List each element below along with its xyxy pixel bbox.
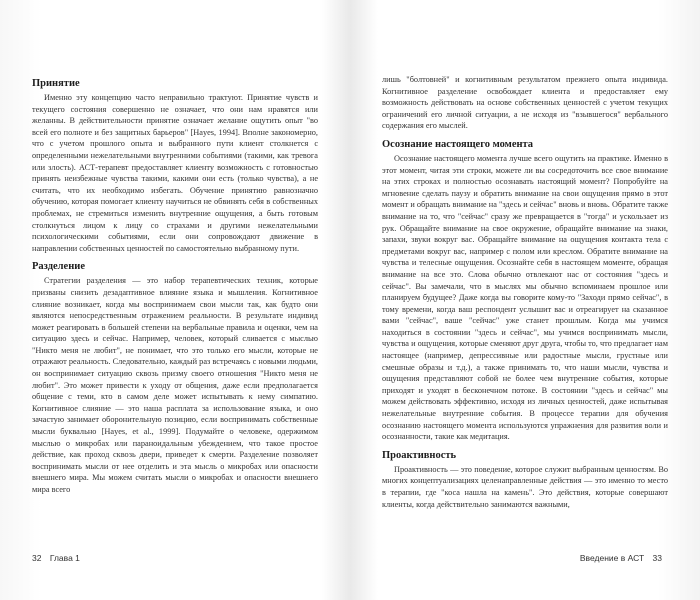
right-column xyxy=(382,74,668,510)
book-running-title: Введение в АСТ xyxy=(579,553,645,563)
chapter-running-title: Глава 1 xyxy=(49,553,80,563)
section-heading-present-moment: Осознание настоящего момента xyxy=(382,138,534,150)
page-number-right: 33 xyxy=(652,553,662,563)
page-number-left: 32 xyxy=(32,553,42,563)
paragraph-proactivity: Проактивность — это поведение, которое служит выбранным ценностям. Во многих концептуализациях целенаправленные действия — это именно то место в терапии, где "коса нашла на камень". Это действия, которые совершают клиенты, когда действительно занимаются важными, xyxy=(382,464,668,509)
right-footer xyxy=(580,553,668,563)
paragraph-defusion: Стратегии разделения — это набор терапевтических техник, которые призваны снизить дезадаптивное влияние языка и мышления. Когнитивное слияние возникает, когда мы воспринимаем свои мысли так, как будто они являются непосредственным отражением реальности. В результате индивид может реагировать в большей степени на вербальные правила и оценки, чем на ситуацию здесь и сейчас. Например, человек, который сливается с мыслью "Никто меня не любит", не понимает, что это только его мысли, которые не отражают реальность. Следовательно, каждый раз встречаясь с новыми людьми, он воспринимает ситуацию сквозь призму своего отношения "Никто меня не любит". Это может привести к уходу от общения, даже если предполагается общение с теми, кто в самом деле может испытывать к нему симпатию. Когнитивное слияние — это наша расплата за использование языка, и оно зачастую занимает оборонительную позицию, если воспринимать собственные мысли буквально [Hayes, et al., 1999]. Подумайте о человеке, одержимом мыслью о микробах или параноидальным убеждением, что такое простое действие, как проход сквозь двери, приведет к смерти. Разделение позволяет воспринимать мысли от нее отделить и эта мысль о микробах или опасности внешнего мира. Мы можем считать мысли о микробах и опасности внешнего мира всего xyxy=(32,276,318,494)
section-heading-defusion: Разделение xyxy=(32,261,85,273)
paragraph-acceptance: Именно эту концепцию часто неправильно трактуют. Принятие чувств и текущего состояния совершенно не означает, что они нам нравятся или желанны. В действительности принятие означает желание ощутить опыт "во всей его полноте и без защитных барьеров" [Hayes, 1994]. Вполне закономерно, что с учетом прошлого опыта и выбранного пути клиент столкнется с определенными нежелательными внутренними событиями (такими, как тревога или злость). АСТ-терапевт предоставляет клиенту возможность с готовностью принять неизбежные чувства такими, какими они есть (только чувства), а не считать, что их необходимо избегать. Обучение принятию равнозначно обучению, которая помогает клиенту научиться не обвинять себя в собственных проблемах, не стремиться изменить внутренние ощущения, а быть готовым столкнуться лицом к лицу со страхами и другими нежелательными психологическими событиями, если они сопровождают движение в направлении собственных ценностей по самостоятельно выбранному пути. xyxy=(32,93,318,253)
left-footer xyxy=(32,553,86,563)
right-page xyxy=(350,0,700,600)
paragraph-continuation: лишь "болтовней" и когнитивным результатом прежнего опыта индивида. Когнитивное разделение освобождает клиента и предоставляет ему возможность действовать на основе собственных ценностей с учетом текущих ограничений его личной ситуации, а не исходя из "взывшегося" вербального содержания его мыслей. xyxy=(382,75,668,131)
paragraph-present-moment: Осознание настоящего момента лучше всего ощутить на практике. Именно в этот момент, читая эти строки, можете ли вы сосредоточить все свое внимание на этих строках и полностью осознавать настоящий момент? Попробуйте на мгновение сделать паузу и обратить внимание на свои ощущения прямо в этот момент и обращать внимание на "здесь и сейчас" вновь и вновь. Обратите также внимание на то, что "сейчас" сразу же превращается в "тогда" и ускользает из рук. Обращайте внимание на свое окружение, обращайте внимание на знаки, запахи, звуки вокруг вас. Обращайте внимание на ощущения контакта тела с предметами вокруг вас, например с полом или креслом. Обратите внимание на чувства и телесные ощущения. Осознайте себя в настоящем моменте, обращая внимание на все это. Слова обычно отвлекают нас от состояния "здесь и сейчас". Вы замечали, что в мыслях мы обычно вспоминаем прошлое или планируем будущее? Даже когда вы говорите кому-то "Заходи прямо сейчас", в тому времени, когда ваш респондент услышит вас и отреагирует на сказанное вами "сейчас", ваше "сейчас" уже станет прошлым. Когда мы учимся находиться в состоянии "здесь и сейчас", мы учимся воспринимать мысли, чувства и ощущения, которые сменяют друг друга, чтобы то, что предлагает нам настоящее (например, депрессивные или радостные мысли, грустные или смешные образы и т.д.), а также принимать то, что наши мысли, чувства и ощущения представляют собой не более чем внутренние события, которые приходят и уходят в бесконечном потоке. В состоянии "здесь и сейчас" мы можем действовать эффективно, исходя из личных ценностей, даже испытывая нежелательные внутренние события. В процессе терапии для обучения осознанию настоящего момента используются упражнения для развития воли и осознанности, такие как медитация. xyxy=(382,153,668,442)
left-column xyxy=(32,78,318,496)
section-heading-proactivity: Проактивность xyxy=(382,449,457,461)
section-heading-acceptance: Принятие xyxy=(32,78,80,89)
